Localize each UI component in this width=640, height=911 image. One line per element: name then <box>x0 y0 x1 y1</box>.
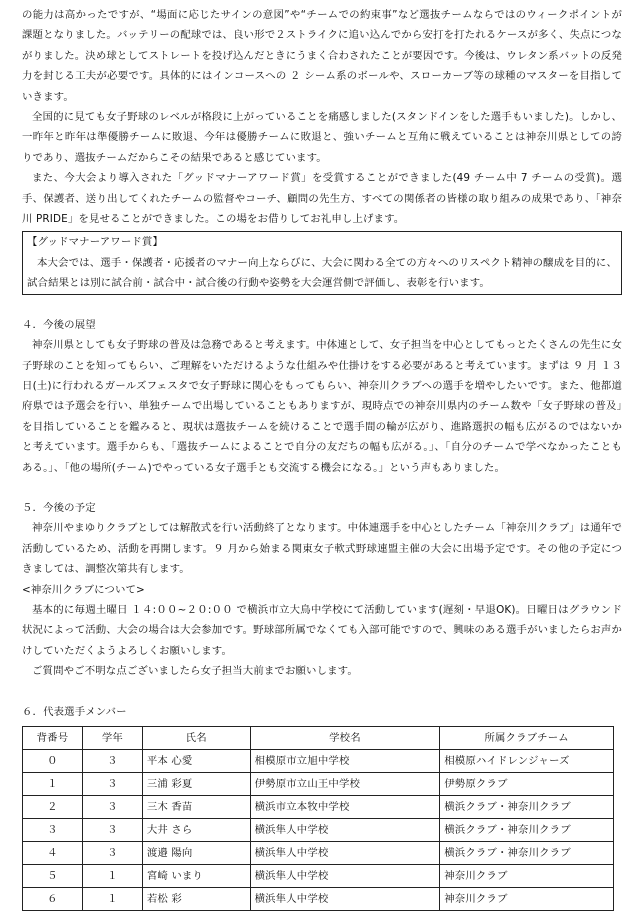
column-header-number: 背番号 <box>23 727 83 750</box>
table-row <box>23 773 614 796</box>
paragraph-national-level: 全国的に見ても女子野球のレベルが格段に上がっていることを痛感しました(スタンドインをした選手もいました)。しかし、一昨年と昨年は準優勝チームに敗退、今年は優勝チームに敗退と、強いチームと互角に戦えていることは神奈川県としての誇りであり、選抜チームだからこその結果であると感じています。 <box>22 111 622 164</box>
cell-name: 三浦 彩夏 <box>142 773 250 796</box>
cell-grade: ３ <box>82 842 142 865</box>
award-box-title: 【グッドマナーアワード賞】 <box>27 236 163 249</box>
section-5-heading: ５．今後の予定 <box>22 501 96 514</box>
cell-club: 伊勢原クラブ <box>440 773 614 796</box>
cell-name: 平本 心愛 <box>142 750 250 773</box>
member-table-header-row <box>23 727 614 750</box>
cell-number: ２ <box>23 796 83 819</box>
paragraph-analysis: の能力は高かったですが、“場面に応じたサインの意図”や“チームでの約束事”など選抜チームならではのウィークポイントが課題となりました。バッテリーの配球では、良い形で２ストライクに追い込んでから安打を打たれるケースが多く、失点につながりました。決め球としてストレートを投げ込んだときにうまく合わされたことが要因です。今後は、ウレタン系バットの反発力を封じる工夫が必要です。具体的にはインコースへの ２ シーム系のボールや、スローカーブ等の球種のマスターを目指していきます。 <box>22 9 622 103</box>
member-table <box>22 726 614 911</box>
column-header-name: 氏名 <box>142 727 250 750</box>
kanagawa-club-subheading: <神奈川クラブについて> <box>22 583 145 596</box>
table-row <box>23 750 614 773</box>
section-5-body-3: ご質問やご不明な点ございましたら女子担当大前までお願いします。 <box>32 665 358 678</box>
cell-grade: １ <box>82 865 142 888</box>
cell-club: 横浜クラブ・神奈川クラブ <box>440 796 614 819</box>
table-row <box>23 819 614 842</box>
section-6-heading: ６．代表選手メンバー <box>22 705 127 718</box>
document-page <box>22 5 622 911</box>
cell-club: 神奈川クラブ <box>440 888 614 911</box>
cell-school: 横浜隼人中学校 <box>250 865 440 888</box>
cell-school: 横浜隼人中学校 <box>250 819 440 842</box>
column-header-club: 所属クラブチーム <box>440 727 614 750</box>
section-4-body: 神奈川県としても女子野球の普及は急務であると考えます。中体連として、女子担当を中心としてもっとたくさんの先生に女子野球のことを知ってもらい、ご理解をいただけるような仕組みや仕掛けをする必要があると考えています。まずは ９ 月 １３ 日(土)に行われるガールズフェスタで女子野球に関心をもってもらい、神奈川クラブへの選手を増やしたいです。また、他都道府県では予選会を行い、単独チームで出場していることもありますが、現時点での神奈川県内のチーム数や「女子野球の普及」を目指していることを鑑みると、現状は選抜チームを続けることで選手間の輪が広がり、進路選択の幅も広がるのではないかと考えています。選手からも、「選抜チームによることで自分の友だちの幅も広がる。」、「自分のチームで学べなかったこともある。」、「他の場所(チーム)でやっている女子選手とも交流する機会になる。」という声もありました。 <box>22 339 622 474</box>
cell-club: 神奈川クラブ <box>440 865 614 888</box>
cell-name: 三木 香苗 <box>142 796 250 819</box>
cell-name: 宮崎 いまり <box>142 865 250 888</box>
cell-number: ４ <box>23 842 83 865</box>
cell-school: 相模原市立旭中学校 <box>250 750 440 773</box>
cell-number: ０ <box>23 750 83 773</box>
table-row <box>23 796 614 819</box>
table-row <box>23 888 614 911</box>
cell-school: 横浜隼人中学校 <box>250 842 440 865</box>
cell-name: 渡邉 陽向 <box>142 842 250 865</box>
cell-grade: １ <box>82 888 142 911</box>
table-row <box>23 842 614 865</box>
table-row <box>23 865 614 888</box>
cell-number: ６ <box>23 888 83 911</box>
cell-grade: ３ <box>82 750 142 773</box>
section-5-body-2: 基本的に毎週土曜日 １４:００~２０:００ で横浜市立大鳥中学校にて活動しています(遅刻・早退OK)。日曜日はグラウンド状況によって活動、大会の場合は大会参加です。野球部所属でなくても入部可能ですので、興味のある選手がいましたらお声かけしていただくようよろしくお願いします。 <box>22 603 622 657</box>
cell-number: ５ <box>23 865 83 888</box>
award-box-body: 本大会では、選手・保護者・応援者のマナー向上ならびに、大会に関わる全ての方々へのリスペクト精神の醸成を目的に、試合結果とは別に試合前・試合中・試合後の行動や姿勢を大会運営側で評価し、表彰を行います。 <box>27 256 617 290</box>
cell-grade: ３ <box>82 773 142 796</box>
column-header-grade: 学年 <box>82 727 142 750</box>
section-4-heading: ４．今後の展望 <box>22 318 96 331</box>
cell-school: 横浜隼人中学校 <box>250 888 440 911</box>
award-info-box <box>22 231 622 294</box>
cell-grade: ３ <box>82 819 142 842</box>
cell-name: 若松 彩 <box>142 888 250 911</box>
section-5-body-1: 神奈川やまゆりクラブとしては解散式を行い活動終了となります。中体連選手を中心としたチーム「神奈川クラブ」は通年で活動しているため、活動を再開します。９ 月から始まる関東女子軟式野球連盟主催の大会に出場予定です。その他の予定につきましては、調整次第共有します。 <box>22 522 622 576</box>
cell-club: 横浜クラブ・神奈川クラブ <box>440 842 614 865</box>
cell-club: 相模原ハイドレンジャーズ <box>440 750 614 773</box>
column-header-school: 学校名 <box>250 727 440 750</box>
cell-name: 大井 さら <box>142 819 250 842</box>
cell-number: ３ <box>23 819 83 842</box>
cell-school: 横浜市立本牧中学校 <box>250 796 440 819</box>
cell-club: 横浜クラブ・神奈川クラブ <box>440 819 614 842</box>
paragraph-award-received: また、今大会より導入された「グッドマナーアワード賞」を受賞することができました(49 チーム中 7 チームの受賞)。選手、保護者、送り出してくれたチームの監督やコーチ、顧問の先生方、すべての関係者の皆様の取り組みの成果であり、「神奈川 PRIDE」を見せることができました。この場をお借りしてお礼申し上げます。 <box>22 172 622 226</box>
cell-grade: ３ <box>82 796 142 819</box>
cell-school: 伊勢原市立山王中学校 <box>250 773 440 796</box>
cell-number: １ <box>23 773 83 796</box>
